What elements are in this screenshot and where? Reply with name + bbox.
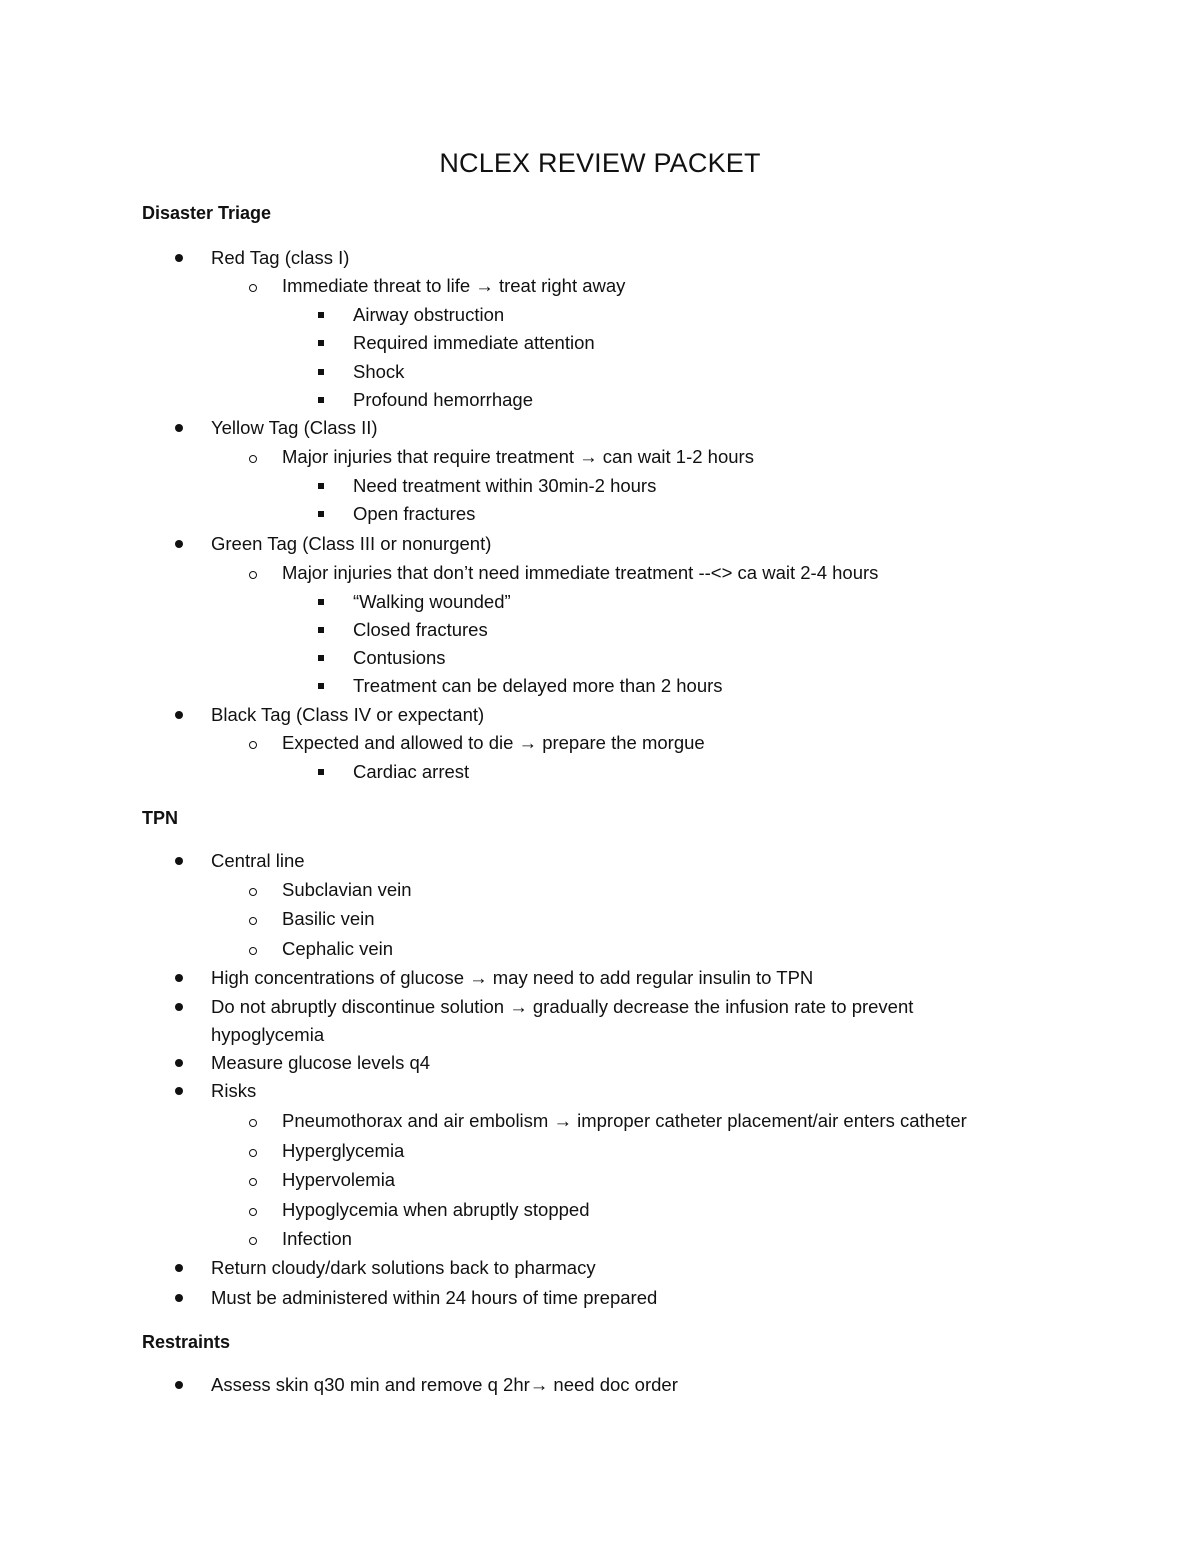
- bullet-icon: [175, 1381, 183, 1389]
- list-item-label: Must be administered within 24 hours of time prepared: [211, 1287, 658, 1308]
- list-item-label: Return cloudy/dark solutions back to pharmacy: [211, 1257, 596, 1278]
- list-item-label: hypoglycemia: [211, 1024, 325, 1045]
- list-item-label: Pneumothorax and air embolism → improper catheter placement/air enters catheter: [282, 1110, 967, 1131]
- list-item-label: Risks: [211, 1080, 257, 1101]
- circle-bullet-icon: [249, 1119, 257, 1127]
- bullet-icon: [175, 711, 183, 719]
- bullet-icon: [175, 1264, 183, 1272]
- list-item-label: Contusions: [353, 647, 446, 668]
- list-item-label: Infection: [282, 1228, 352, 1249]
- bullet-icon: [175, 540, 183, 548]
- list-item-label: Immediate threat to life → treat right away: [282, 275, 626, 296]
- list-item-label: Measure glucose levels q4: [211, 1052, 431, 1073]
- circle-bullet-icon: [249, 1208, 257, 1216]
- list-item-label: Green Tag (Class III or nonurgent): [211, 533, 492, 554]
- circle-bullet-icon: [249, 917, 257, 925]
- list-item-label: Yellow Tag (Class II): [211, 417, 378, 438]
- list-item-label: Profound hemorrhage: [353, 389, 533, 410]
- list-item-label: Cephalic vein: [282, 938, 394, 959]
- list-item-label: Treatment can be delayed more than 2 hours: [353, 675, 723, 696]
- list-item-label: Required immediate attention: [353, 332, 595, 353]
- list-item-label: Major injuries that require treatment → can wait 1-2 hours: [282, 446, 754, 467]
- list-item-label: Red Tag (class I): [211, 247, 350, 268]
- square-bullet-icon: [318, 683, 324, 689]
- list-item-label: Hyperglycemia: [282, 1140, 405, 1161]
- square-bullet-icon: [318, 511, 324, 517]
- circle-bullet-icon: [249, 571, 257, 579]
- list-item-label: Cardiac arrest: [353, 761, 470, 782]
- circle-bullet-icon: [249, 284, 257, 292]
- circle-bullet-icon: [249, 741, 257, 749]
- list-item-label: Central line: [211, 850, 305, 871]
- bullet-icon: [175, 424, 183, 432]
- square-bullet-icon: [318, 312, 324, 318]
- circle-bullet-icon: [249, 888, 257, 896]
- circle-bullet-icon: [249, 1237, 257, 1245]
- bullet-icon: [175, 1003, 183, 1011]
- list-item-label: Hypoglycemia when abruptly stopped: [282, 1199, 590, 1220]
- square-bullet-icon: [318, 369, 324, 375]
- list-item-label: Hypervolemia: [282, 1169, 396, 1190]
- list-item-label: Airway obstruction: [353, 304, 505, 325]
- list-item-label: High concentrations of glucose → may need to add regular insulin to TPN: [211, 967, 814, 988]
- section-heading-disaster-triage: Disaster Triage: [142, 203, 272, 223]
- list-item-label: “Walking wounded”: [353, 591, 511, 612]
- square-bullet-icon: [318, 340, 324, 346]
- square-bullet-icon: [318, 397, 324, 403]
- circle-bullet-icon: [249, 455, 257, 463]
- bullet-icon: [175, 857, 183, 865]
- bullet-icon: [175, 1059, 183, 1067]
- square-bullet-icon: [318, 769, 324, 775]
- list-item-label: Need treatment within 30min-2 hours: [353, 475, 657, 496]
- list-item-label: Major injuries that don’t need immediate treatment --<> ca wait 2-4 hours: [282, 562, 879, 583]
- list-item-label: Do not abruptly discontinue solution → gradually decrease the infusion rate to prevent: [211, 996, 914, 1017]
- section-heading-restraints: Restraints: [142, 1332, 231, 1352]
- square-bullet-icon: [318, 655, 324, 661]
- list-item-label: Open fractures: [353, 503, 476, 524]
- circle-bullet-icon: [249, 1178, 257, 1186]
- square-bullet-icon: [318, 599, 324, 605]
- list-item-label: Shock: [353, 361, 405, 382]
- list-item-label: Assess skin q30 min and remove q 2hr→ need doc order: [211, 1374, 678, 1395]
- circle-bullet-icon: [249, 947, 257, 955]
- list-item-label: Basilic vein: [282, 908, 375, 929]
- list-item-label: Black Tag (Class IV or expectant): [211, 704, 485, 725]
- bullet-icon: [175, 974, 183, 982]
- bullet-icon: [175, 1087, 183, 1095]
- list-item-label: Expected and allowed to die → prepare the morgue: [282, 732, 705, 753]
- list-item-label: Closed fractures: [353, 619, 488, 640]
- circle-bullet-icon: [249, 1149, 257, 1157]
- bullet-icon: [175, 254, 183, 262]
- square-bullet-icon: [318, 627, 324, 633]
- section-heading-tpn: TPN: [142, 808, 178, 828]
- page-title: NCLEX REVIEW PACKET: [439, 148, 761, 178]
- square-bullet-icon: [318, 483, 324, 489]
- bullet-icon: [175, 1294, 183, 1302]
- list-item-label: Subclavian vein: [282, 879, 412, 900]
